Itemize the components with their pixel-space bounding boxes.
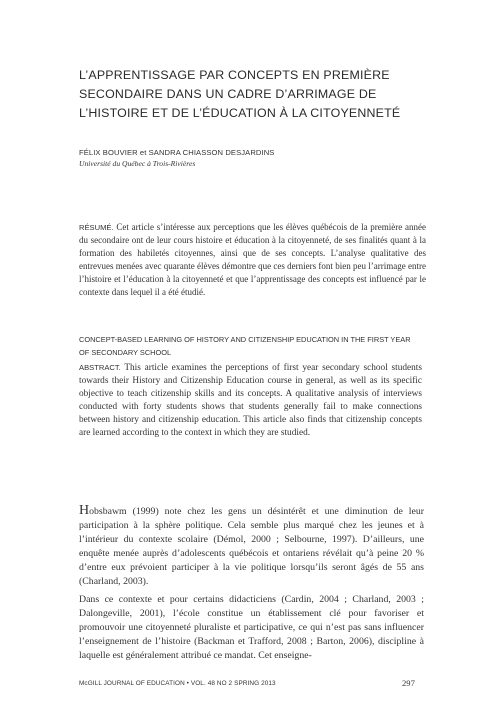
abstract-english bbox=[79, 361, 422, 440]
drop-cap: H bbox=[79, 503, 90, 518]
abstract-french-text: Cet article s’intéresse aux perceptions que les élèves québécois de la première année du secondaire ont de leur cours histoire et éducation à la citoyenneté, de ses finalités quant à la formation des habiletés citoyennes, ainsi que de ses concepts. L’analyse qualitative des entrevues menées avec quarante élèves démontre que ces derniers font bien peu l’arrimage entre l’histoire et l’éducation à la citoyenneté et que l’apprentissage des concepts est influencé par le contexte dans lequel il a été étudié. bbox=[79, 222, 426, 297]
abstract-english-text: This article examines the perceptions of first year secondary school students towards their History and Citizenship Education course in general, as well as its specific objective to teach citizenship skills and its concepts. A qualitative analysis of interviews conducted with forty students shows that students generally fail to make connections between history and citizenship education. This article also finds that citizenship concepts are learned according to the context in which they are studied. bbox=[79, 363, 422, 438]
english-title: CONCEPT-BASED LEARNING OF HISTORY AND CITIZENSHIP EDUCATION IN THE FIRST YEAR OF SECONDARY SCHOOL bbox=[79, 335, 411, 357]
body-paragraph-2: Dans ce contexte et pour certains didacticiens (Cardin, 2004 ; Charland, 2003 ; Dalongeville, 2001), l’école constitue un établissement clé pour favoriser et promouvoir une citoyenneté pluraliste et participative, ce qui n’est pas sans influencer l’enseignement de l’histoire (Backman et Trafford, 2008 ; Barton, 2006), discipline à laquelle est généralement attribué ce mandat. Cet enseigne- bbox=[79, 594, 424, 661]
abstract-french bbox=[79, 221, 426, 299]
body-paragraph-1 bbox=[79, 504, 424, 589]
abstract-english-label: ABSTRACT. bbox=[79, 363, 121, 372]
author-affiliation: Université du Québec à Trois-Rivières bbox=[79, 159, 196, 168]
page-number: 297 bbox=[402, 678, 415, 688]
article-authors: FÉLIX BOUVIER et SANDRA CHIASSON DESJARDINS bbox=[79, 148, 275, 157]
journal-footer: McGILL JOURNAL OF EDUCATION • VOL. 48 NO 2 SPRING 2013 bbox=[79, 680, 276, 687]
abstract-french-label: RÉSUMÉ. bbox=[79, 223, 114, 232]
body-paragraph-1-text: obsbawm (1999) note chez les gens un désintérêt et une diminution de leur participation à la sphère politique. Cela semble plus marqué chez les jeunes et à l’intérieur du contexte scolaire (Démol, 2000 ; Selbourne, 1997). D’ailleurs, une enquête menée auprès d’adolescents québécois et ontariens révélait qu’à peine 20 % d’entre eux prévoient participer à la vie politique lorsqu’ils seront âgés de 55 ans (Charland, 2003). bbox=[79, 506, 424, 587]
article-title: L’APPRENTISSAGE PAR CONCEPTS EN PREMIÈRE SECONDAIRE DANS UN CADRE D’ARRIMAGE DE L’HISTOIRE ET DE L’ÉDUCATION À LA CITOYENNETÉ bbox=[79, 68, 401, 120]
